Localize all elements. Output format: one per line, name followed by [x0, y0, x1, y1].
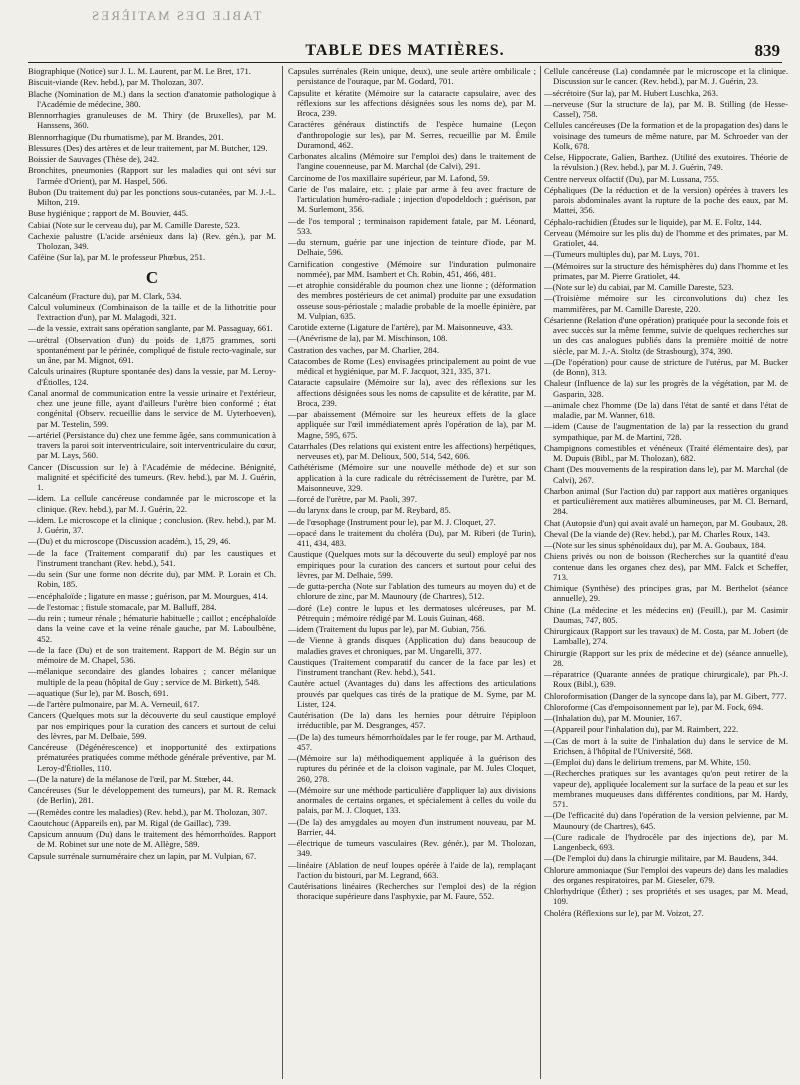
- index-entry: —du sternum, guérie par une injection de teinture d'iode, par M. Delhaie, 596.: [288, 237, 536, 258]
- index-entry: —(De l'opération) pour cause de stricture de l'utérus, par M. Bucker (de Bonn), 313.: [544, 356, 788, 377]
- index-entry: Cachexie palustre (L'acide arsénieux dans la) (Rev. gén.), par M. Tholozan, 349.: [28, 230, 276, 251]
- index-entry: —de l'os temporal ; terminaison rapidement fatale, par M. Léonard, 533.: [288, 215, 536, 236]
- index-entry: Césarienne (Relation d'une opération) pratiquée pour la seconde fois et avec succès sur la même femme, suivie de quelques recherches sur un des cas analogues publiés dans la première moitié de notre siècle, par M. J.-A. Stoltz (de Strasbourg), 374, 390.: [544, 314, 788, 356]
- index-entry: —(Mémoires sur la structure des hémisphères du) dans l'homme et les primates, par M. Pierre Gratiolet, 44.: [544, 260, 788, 281]
- index-entry: —idem (Cause de l'augmentation de la) par la ressection du grand sympathique, par M. de Martini, 728.: [544, 421, 788, 442]
- index-entry: —(Troisième mémoire sur les circonvolutions du) chez les mammifères, par M. Camille Dareste, 220.: [544, 293, 788, 314]
- index-entry: Champignons comestibles et vénéneux (Traité élémentaire des), par M. Dupuis (Bibl., par M. Tholozan), 682.: [544, 442, 788, 463]
- index-entry: Cathétérisme (Mémoire sur une nouvelle méthode de) et sur son application à la cure radicale du rétrécissement de l'urètre, par M. Maisonneuve, 329.: [288, 462, 536, 493]
- index-entry: Calculs urinaires (Rupture spontanée des) dans la vessie, par M. Leroy-d'Étiolles, 124.: [28, 366, 276, 387]
- index-entry: —(Tumeurs multiples du), par M. Luys, 701.: [544, 249, 700, 260]
- index-entry: —électrique de tumeurs vasculaires (Rev. génér.), par M. Tholozan, 349.: [288, 838, 536, 859]
- index-entry: —(Mémoire sur une méthode particulière d'appliquer la) aux divisions anormales de certains organes, et spécialement à celles du voile du palais, par M. J. Cloquet, 133.: [288, 784, 536, 816]
- index-entry: Cellules cancéreuses (De la formation et de la propagation des) dans le voisinage des tumeurs de même nature, par M. Schroeder van der Kolk, 678.: [544, 120, 788, 151]
- index-entry: Chaleur (Influence de la) sur les progrès de la végétation, par M. de Gasparin, 328.: [544, 378, 788, 399]
- index-entry: Chlorure ammoniaque (Sur l'emploi des vapeurs de) dans les maladies des organes respiratoires, par M. Gieseler, 679.: [544, 864, 788, 885]
- index-entry: Canal anormal de communication entre la vessie urinaire et l'extérieur, chez une jeune fille, ayant d'ailleurs l'urètre bien conformé ; état congénital (Observ. recueillie dans le service de M. Uyterhoeven), par M. Testelin, 599.: [28, 387, 276, 429]
- index-entry: —artériel (Persistance du) chez une femme âgée, sans communication à travers la paroi soit interventriculaire, soit interventriculaire du cœur, par M. Lays, 560.: [28, 429, 276, 461]
- index-entry: —et atrophie considérable du poumon chez une lionne ; (déformation des membres postérieurs de cet animal) produite par une exsudation osseuse sous-périostale ; maladie probable de la moelle épinière, par M. Vulpian, 635.: [288, 280, 536, 321]
- index-entry: —(De la) des tumeurs hémorrhoïdales par le fer rouge, par M. Arthaud, 457.: [288, 731, 536, 752]
- index-entry: —(Anévrisme de la), par M. Mischinson, 108.: [288, 333, 448, 344]
- index-entry: —idem (Traitement du lupus par le), par M. Gubian, 756.: [288, 624, 487, 634]
- index-entry: Centre nerveux olfactif (Du), par M. Lussana, 755.: [544, 173, 719, 184]
- index-entry: Boissier de Sauvages (Thèse de), 242.: [28, 154, 160, 164]
- index-entry: Caustique (Quelques mots sur la découverte du seul) employé par nos empiriques pour la curation des cancers et surtout pour celui des lèvres, par M. Delhaie, 599.: [288, 549, 536, 580]
- index-entry: Cancéreuses (Sur le développement des tumeurs), par M. R. Remack (de Berlin), 281.: [28, 785, 276, 806]
- index-entry: —(De la) des amygdales au moyen d'un instrument nouveau, par M. Barrier, 44.: [288, 816, 536, 837]
- index-entry: Biscuit-viande (Rev. hebd.), par M. Tholozan, 307.: [28, 77, 204, 88]
- index-entry: Blessures (Des) des artères et de leur traitement, par M. Butcher, 129.: [28, 142, 268, 153]
- index-entry: —idem. Le microscope et la clinique ; conclusion. (Rev. hebd.), par M. J. Guérin, 37.: [28, 514, 276, 535]
- bleed-through-title: TABLE DES MATIÈRES: [90, 8, 262, 23]
- index-entry: —par abaissement (Mémoire sur les heureux effets de la glace appliquée sur l'œil immédiatement après l'opération de la), par M. Magne, 595, 675.: [288, 409, 536, 440]
- index-entry: Castration des vaches, par M. Charlier, 284.: [288, 344, 439, 355]
- index-entry: —(Cas de mort à la suite de l'inhalation du) dans le service de M. Erichsen, à l'hôpital de l'Université, 568.: [544, 735, 788, 756]
- index-entry: Carcinome de l'os maxillaire supérieur, par M. Lafond, 59.: [288, 172, 490, 183]
- index-entry: Caoutchouc (Appareils en), par M. Rigal (de Gaillac), 739.: [28, 817, 231, 828]
- index-columns: [28, 66, 786, 1079]
- index-entry: Carotide externe (Ligature de l'artère), par M. Maisonneuve, 433.: [288, 322, 513, 332]
- index-entry: —linéaire (Ablation de neuf loupes opérée à l'aide de la), remplaçant l'action du bistouri, par M. Legrand, 663.: [288, 859, 536, 880]
- index-entry: —du sein (Sur une forme non décrite du), par MM. P. Lorain et Ch. Robin, 185.: [28, 569, 276, 590]
- index-entry: Buse hygiénique ; rapport de M. Bouvier, 445.: [28, 208, 189, 219]
- index-entry: Chat (Autopsie d'un) qui avait avalé un hameçon, par M. Goubaux, 28.: [544, 517, 788, 528]
- index-entry: —(Du) et du microscope (Discussion académ.), 15, 29, 46.: [28, 536, 231, 547]
- index-entry: —(Note sur le) du cabiai, par M. Camille Dareste, 523.: [544, 282, 734, 292]
- page-header: [28, 40, 782, 63]
- index-entry: Cautérisation (De la) dans les hernies pour détruire l'épiploon irréductible, par M. Desgranges, 457.: [288, 710, 536, 731]
- index-entry: Chloroforme (Cas d'empoisonnement par le), par M. Fock, 694.: [544, 701, 764, 712]
- index-entry: —idem. La cellule cancéreuse condamnée par le microscope et la clinique. (Rev. hebd.), par M. J. Guérin, 22.: [28, 493, 276, 514]
- index-entry: Chirurgie (Rapport sur les prix de médecine et de) (séance annuelle), 28.: [544, 647, 788, 668]
- index-entry: —opacé dans le traitement du choléra (Du), par M. Riberi (de Turin), 411, 434, 483.: [288, 527, 536, 548]
- index-entry: Blennorrhagique (Du rhumatisme), par M. Brandes, 201.: [28, 131, 224, 142]
- index-entry: Cabiai (Note sur le cerveau du), par M. Camille Dareste, 523.: [28, 219, 240, 230]
- index-entry: Bubon (Du traitement du) par les ponctions sous-cutanées, par M. J.-L. Milton, 219.: [28, 186, 276, 207]
- index-entry: —(Note sur les sinus sphénoïdaux du), par M. A. Goubaux, 184.: [544, 540, 766, 550]
- index-entry: Chiens privés ou non de boisson (Recherches sur la quantité d'eau contenue dans les organes chez des), par MM. Falck et Scheffer, 713.: [544, 551, 788, 582]
- index-entry: Capsulite et kératite (Mémoire sur la cataracte capsulaire, avec des réflexions sur les affections désignées sous les noms de), par M. Broca, 239.: [288, 87, 536, 118]
- index-entry: —urétral (Observation d'un) du poids de 1,875 grammes, sorti spontanément par le périnée, compliqué de fistule recto-vaginale, sur un âne, par M. Mignot, 691.: [28, 334, 276, 365]
- index-entry: Blennorrhagies granuleuses de M. Thiry (de Bruxelles), par M. Hanssens, 360.: [28, 110, 276, 131]
- index-entry: Chlorhydrique (Éther) ; ses propriétés et ses usages, par M. Mead, 109.: [544, 886, 788, 907]
- index-entry: Caustiques (Traitement comparatif du cancer de la face par les) et l'instrument tranchant (Rev. hebd.), 541.: [288, 656, 536, 677]
- index-entry: —(Remèdes contre les maladies) (Rev. hebd.), par M. Tholozan, 307.: [28, 806, 268, 817]
- column-rule: [282, 66, 283, 1079]
- index-entry: —encéphaloïde ; ligature en masse ; guérison, par M. Mourgues, 414.: [28, 590, 268, 601]
- index-entry: Calcul volumineux (Combinaison de la taille et de la lithotritie pour l'extraction d'un), par M. Malagodi, 321.: [28, 301, 276, 322]
- index-entry: —(Inhalation du), par M. Mounier, 167.: [544, 713, 682, 723]
- index-entry: Biographique (Notice) sur J. L. M. Laurent, par M. Le Bret, 171.: [28, 66, 251, 76]
- index-entry: Celse, Hippocrate, Galien, Barthez. (Utilité des exutoires. Théorie de la révulsion.) (Rev. hebd.), par M. J. Guérin, 749.: [544, 152, 788, 173]
- index-entry: Capsules surrénales (Rein unique, deux), une seule artère ombilicale ; persistance de l'ouraque, par M. Godard, 701.: [288, 66, 536, 87]
- page-title: TABLE DES MATIÈRES.: [305, 42, 505, 59]
- index-entry: —(De la nature) de la mélanose de l'œil, par M. Stœber, 44.: [28, 773, 234, 784]
- section-letter: C: [145, 267, 159, 287]
- index-entry: —(Mémoire sur la) méthodiquement appliquée à la guérison des ruptures du périnée et de la cloison vaginale, par M. Jules Cloquet, 260, 278.: [288, 753, 536, 784]
- index-entry: Chine (La médecine et les médecins en) (Feuill.), par M. Casimir Daumas, 747, 805.: [544, 604, 788, 625]
- index-entry: —de la face (Du) et de son traitement. Rapport de M. Bégin sur un mémoire de M. Chapel, 536.: [28, 644, 276, 665]
- column-1: [28, 66, 276, 1079]
- index-entry: Cancers (Quelques mots sur la découverte du seul caustique employé par nos empiriques pour la curation des cancers et surtout de celui des lèvres, par M. Delbaie, 599.: [28, 710, 276, 741]
- index-entry: —(Appareil pour l'inhalation du), par M. Raimbert, 222.: [544, 724, 739, 735]
- index-entry: Cautérisations linéaires (Recherches sur l'emploi des) de la région thoracique supérieure dans l'asphyxie, par M. Faure, 552.: [288, 881, 536, 902]
- index-entry: Cheval (De la viande de) (Rev. hebd.), par M. Charles Roux, 143.: [544, 528, 770, 539]
- index-entry: —(Recherches pratiques sur les avantages qu'on peut retirer de la vapeur de), appliquée localement sur la surface de la peau et sur les membranes muqueuses dans différentes conditions, par M. Hardy, 571.: [544, 768, 788, 809]
- index-entry: Carnification congestive (Mémoire sur l'induration pulmonaire nommée), par MM. Isambert et Ch. Robin, 451, 466, 481.: [288, 258, 536, 279]
- index-entry: Chirurgicaux (Rapport sur les travaux) de M. Costa, par M. Jobert (de Lamballe), 274.: [544, 626, 788, 647]
- index-entry: Cancéreuse (Dégénérescence) et inopportunité des extirpations prématurées pratiquées comme méthode générale préventive, par M. Leroy-d'Étiolles, 110.: [28, 742, 276, 773]
- index-entry: Cellule cancéreuse (La) condamnée par le microscope et la clinique. Discussion sur le cancer. (Rev. hebd.), par M. J. Guérin, 23.: [544, 66, 788, 87]
- index-entry: Cancer (Discussion sur le) à l'Académie de médecine. Bénignité, malignité et spécificité des tumeurs. (Rev. hebd.), par M. J. Guérin, 1.: [28, 461, 276, 492]
- page-number: 839: [754, 41, 780, 60]
- index-entry: Chimique (Synthèse) des principes gras, par M. Berthelot (séance annuelle), 29.: [544, 583, 788, 604]
- index-entry: Carbonates alcalins (Mémoire sur l'emploi des) dans le traitement de l'angine couenneuse, par M. Marchal (de Calvi), 291.: [288, 151, 536, 172]
- index-entry: Chloroformisation (Danger de la syncope dans la), par M. Gibert, 777.: [544, 690, 787, 701]
- index-entry: —de Vienne à grands disques (Application du) dans beaucoup de maladies graves et chroniques, par M. Ungarelli, 377.: [288, 635, 536, 656]
- index-entry: —doré (Le) contre le lupus et les dermatoses ulcéreuses, par M. Pétrequin ; mémoire rédigé par M. Louis Guinan, 468.: [288, 602, 536, 623]
- column-rule: [540, 66, 541, 1079]
- index-entry: Céphaliques (De la réduction et de la version) opérées à travers les parois abdominales avant la rupture de la poche des eaux, par M. Mattei, 356.: [544, 184, 788, 216]
- index-entry: —mélanique secondaire des glandes lobaires ; cancer mélanique multiple de la peau (hôpital de Guy ; service de M. Birkett), 548.: [28, 666, 276, 687]
- index-entry: —de gutta-percha (Note sur l'ablation des tumeurs au moyen du) et de chlorure de zinc, par M. Maunoury (de Chartres), 512.: [288, 581, 536, 602]
- index-entry: Capsicum annuum (Du) dans le traitement des hémorrhoïdes. Rapport de M. Robinet sur une note de M. Allègre, 589.: [28, 829, 276, 850]
- index-entry: Caractères généraux distinctifs de l'espèce humaine (Leçon d'anthropologie sur les), par M. Serres, recueillie par M. Émile Duramond, 462.: [288, 119, 536, 150]
- index-entry: Céphalo-rachidien (Études sur le liquide), par M. E. Foltz, 144.: [544, 216, 762, 227]
- index-entry: —(De l'emploi du) dans la chirurgie militaire, par M. Baudens, 344.: [544, 853, 778, 864]
- index-entry: Choléra (Réflexions sur le), par M. Voizot, 27.: [544, 907, 704, 918]
- index-entry: —nerveuse (Sur la structure de la), par M. B. Stilling (de Hesse-Cassel), 758.: [544, 98, 788, 119]
- index-entry: Catarrhales (Des relations qui existent entre les affections) herpétiques, nerveuses et), par M. Delioux, 500, 514, 542, 606.: [288, 440, 536, 461]
- index-entry: —aquatique (Sur le), par M. Bosch, 691.: [28, 687, 169, 698]
- index-entry: Charbon animal (Sur l'action du) par rapport aux matières organiques et particulièrement aux matières albumineuses, par M. Cl. Bernard, 284.: [544, 485, 788, 517]
- index-entry: Cerveau (Mémoire sur les plis du) de l'homme et des primates, par M. Gratiolet, 44.: [544, 227, 788, 248]
- index-entry: Chant (Des mouvements de la respiration dans le), par M. Marchal (de Calvi), 267.: [544, 464, 788, 485]
- index-entry: Capsule surrénale surnuméraire chez un lapin, par M. Vulpian, 67.: [28, 850, 257, 861]
- index-entry: —de l'estomac ; fistule stomacale, par M. Balluff, 284.: [28, 601, 217, 612]
- index-entry: Carie de l'os malaire, etc. ; plaie par arme à feu avec fracture de l'articulation huméro-radiale ; injection d'opodeldoch ; guérison, par M. Surlemont, 356.: [288, 183, 536, 215]
- index-entry: —animale chez l'homme (De la) dans l'état de santé et dans l'état de maladie, par M. Wanner, 618.: [544, 399, 788, 420]
- index-entry: —de l'artère pulmonaire, par M. A. Verneuil, 617.: [28, 699, 200, 709]
- index-entry: Cataracte capsulaire (Mémoire sur la), avec des réflexions sur les affections désignées sous les noms de capsulite et de kératite, par M. Broca, 239.: [288, 377, 536, 408]
- index-entry: —(Emploi du) dans le delirium tremens, par M. White, 150.: [544, 757, 751, 767]
- index-entry: —réparatrice (Quarante années de pratique chirurgicale), par Ph.-J. Roux (Bibl.), 639.: [544, 669, 788, 690]
- index-entry: —sécrétoire (Sur la), par M. Hubert Luschka, 263.: [544, 87, 718, 98]
- index-entry: —de la face (Traitement comparatif du) par les caustiques et l'instrument tranchant (Rev. hebd.), 541.: [28, 547, 276, 568]
- index-entry: Calcanéum (Fracture du), par M. Clark, 534.: [28, 290, 182, 301]
- index-entry: —(Cure radicale de l'hydrocèle par des injections de), par M. Langenbeck, 693.: [544, 831, 788, 852]
- index-entry: Catacombes de Rome (Les) envisagées principalement au point de vue médical et hygiénique, par M. F. Jacquot, 321, 335, 371.: [288, 355, 536, 376]
- column-2: [288, 66, 536, 1079]
- index-entry: —de l'œsophage (Instrument pour le), par M. J. Cloquet, 27.: [288, 516, 496, 527]
- index-entry: Cautère actuel (Avantages du) dans les affections des articulations prouvés par quelques cas tirés de la pratique de M. Syme, par M. Lister, 124.: [288, 678, 536, 709]
- index-entry: Bronchites, pneumonies (Rapport sur les maladies qui ont sévi sur l'armée d'Orient), par M. Haspel, 506.: [28, 165, 276, 186]
- index-entry: —du rein ; tumeur rénale ; hématurie habituelle ; caillot ; encéphaloïde dans la veine cave et la veine rénale gauche, par M. Laboulbène, 452.: [28, 613, 276, 644]
- index-entry: —du larynx dans le croup, par M. Reybard, 85.: [288, 505, 451, 516]
- column-3: [544, 66, 788, 1079]
- index-entry: —(De l'efficacité du) dans l'opération de la version pelvienne, par M. Maunoury (de Chartres), 645.: [544, 810, 788, 831]
- index-entry: —forcé de l'urètre, par M. Paoli, 397.: [288, 494, 417, 504]
- index-entry: Caféine (Sur la), par M. le professeur Phœbus, 251.: [28, 252, 206, 263]
- index-entry: Blache (Nomination de M.) dans la section d'anatomie pathologique à l'Académie de médecine, 380.: [28, 88, 276, 109]
- index-entry: —de la vessie, extrait sans opération sanglante, par M. Passaguay, 661.: [28, 323, 273, 334]
